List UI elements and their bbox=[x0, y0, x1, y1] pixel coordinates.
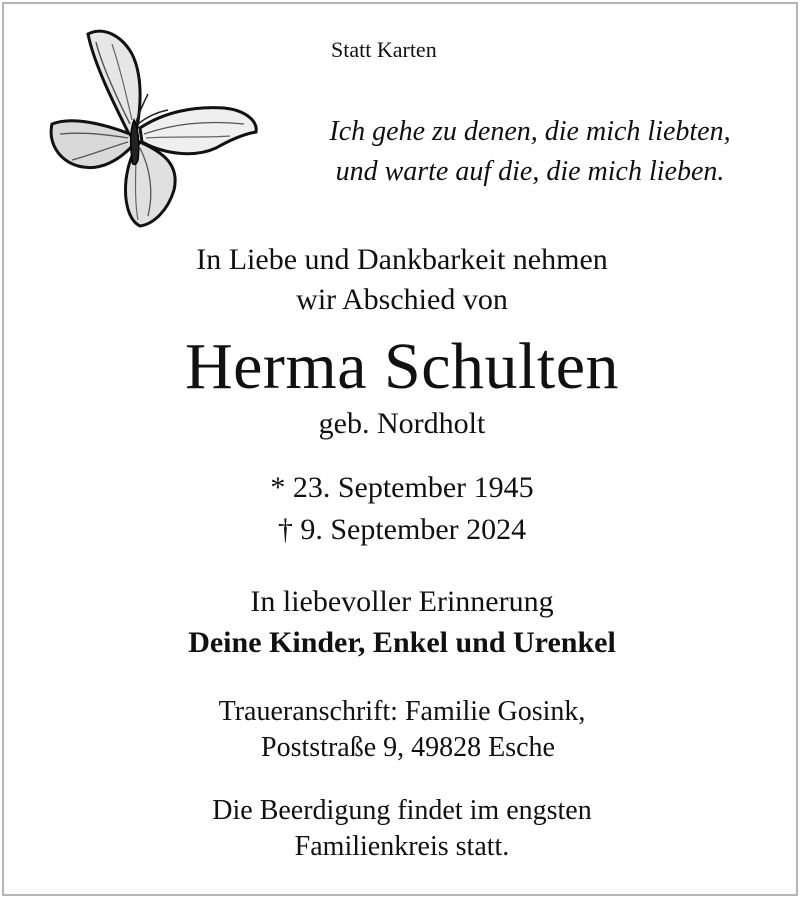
funeral-note bbox=[0, 793, 804, 865]
birth-date: * 23. September 1945 bbox=[270, 471, 534, 504]
intro-line: In Liebe und Dankbarkeit nehmen bbox=[196, 243, 608, 276]
address-line: Poststraße 9, 49828 Esche bbox=[261, 732, 555, 763]
funeral-line: Die Beerdigung findet im engsten bbox=[212, 795, 592, 826]
memory-line: In liebevoller Erinnerung bbox=[250, 585, 554, 618]
intro-line: wir Abschied von bbox=[296, 283, 508, 316]
motto-line: und warte auf die, die mich lieben. bbox=[335, 156, 725, 187]
header-note: Statt Karten bbox=[331, 37, 437, 62]
funeral-line: Familienkreis statt. bbox=[294, 831, 510, 862]
mourners: Deine Kinder, Enkel und Urenkel bbox=[188, 626, 616, 659]
intro bbox=[0, 240, 804, 320]
motto bbox=[300, 112, 760, 192]
motto-line: Ich gehe zu denen, die mich liebten, bbox=[329, 116, 731, 147]
mourning-address bbox=[0, 694, 804, 766]
deceased-name: Herma Schulten bbox=[184, 330, 620, 403]
birth-name: geb. Nordholt bbox=[318, 407, 486, 440]
butterfly-icon bbox=[44, 24, 262, 230]
life-dates bbox=[0, 467, 804, 551]
address-line: Traueranschrift: Familie Gosink, bbox=[218, 696, 586, 727]
death-date: † 9. September 2024 bbox=[277, 513, 527, 546]
